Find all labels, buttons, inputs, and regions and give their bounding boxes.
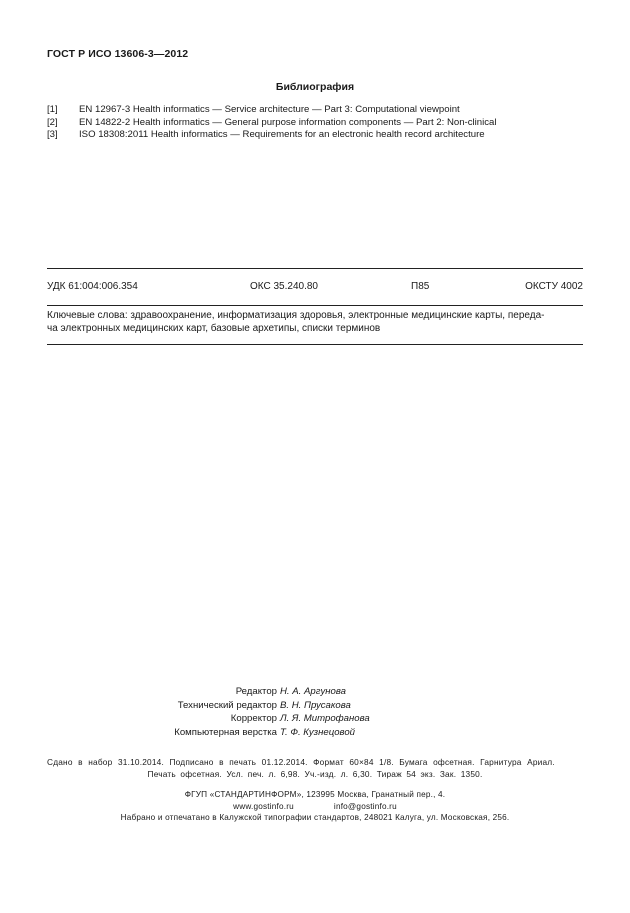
oks-code: ОКС 35.240.80 — [250, 281, 318, 292]
credit-line — [0, 699, 630, 713]
credit-role: Редактор — [235, 686, 277, 697]
publisher-contacts — [0, 801, 630, 813]
credit-person: Н. А. Аргунова — [280, 686, 346, 697]
keywords-block — [47, 309, 583, 335]
bibliography-item — [47, 129, 587, 142]
credit-line — [0, 726, 630, 740]
credits-block — [0, 685, 630, 739]
credit-role: Компьютерная верстка — [174, 726, 277, 738]
credit-line — [0, 712, 630, 726]
printing-house-line: Набрано и отпечатано в Калужской типографии стандартов, 248021 Калуга, ул. Московская, 256. — [120, 813, 510, 822]
bibliography-item-text: EN 12967-3 Health informatics — Service architecture — Part 3: Computational viewpoint — [79, 104, 460, 115]
credit-role: Технический редактор — [177, 699, 277, 711]
bibliography-item-text: ISO 18308:2011 Health informatics — Requirements for an electronic health record architecture — [79, 129, 485, 140]
bibliography-item-text: EN 14822-2 Health informatics — General purpose information components — Part 2: Non-clinical — [79, 116, 497, 128]
udk-code: УДК 61:004:006.354 — [47, 281, 138, 292]
bibliography-item — [47, 117, 587, 130]
bibliography-item-number: [1] — [47, 104, 58, 115]
credit-role: Корректор — [230, 713, 277, 724]
bibliography-item-number: [2] — [47, 116, 58, 128]
credit-line — [0, 685, 630, 699]
keywords-line: Ключевые слова: здравоохранение, информатизация здоровья, электронные медицинские карты, переда- — [47, 310, 545, 321]
group-code: П85 — [411, 281, 430, 292]
credit-person: Л. Я. Митрофанова — [280, 713, 370, 724]
credit-person: В. Н. Прусакова — [280, 699, 351, 711]
document-code: ГОСТ Р ИСО 13606-3—2012 — [47, 48, 189, 60]
bibliography-item — [47, 104, 587, 117]
divider-bottom — [47, 344, 583, 345]
print-info-block — [47, 756, 583, 780]
publisher-address: ФГУП «СТАНДАРТИНФОРМ», 123995 Москва, Гранатный пер., 4. — [184, 790, 446, 799]
publisher-block — [0, 789, 630, 824]
okstu-code: ОКСТУ 4002 — [525, 281, 583, 292]
divider-top — [47, 268, 583, 269]
print-info-line: Сдано в набор 31.10.2014. Подписано в печать 01.12.2014. Формат 60×84 1/8. Бумага офсетная. Гарнитура Ариал. — [47, 757, 555, 767]
keywords-line: ча электронных медицинских карт, базовые архетипы, списки терминов — [47, 323, 381, 334]
divider-middle — [47, 305, 583, 306]
credit-person: Т. Ф. Кузнецовой — [280, 726, 356, 738]
publisher-email[interactable]: info@gostinfo.ru — [333, 801, 397, 811]
bibliography-list — [47, 104, 587, 142]
publisher-website[interactable]: www.gostinfo.ru — [233, 801, 294, 811]
print-info-line: Печать офсетная. Усл. печ. л. 6,98. Уч.-изд. л. 6,30. Тираж 54 экз. Зак. 1350. — [147, 769, 483, 779]
bibliography-title: Библиография — [275, 81, 355, 93]
bibliography-item-number: [3] — [47, 129, 58, 140]
